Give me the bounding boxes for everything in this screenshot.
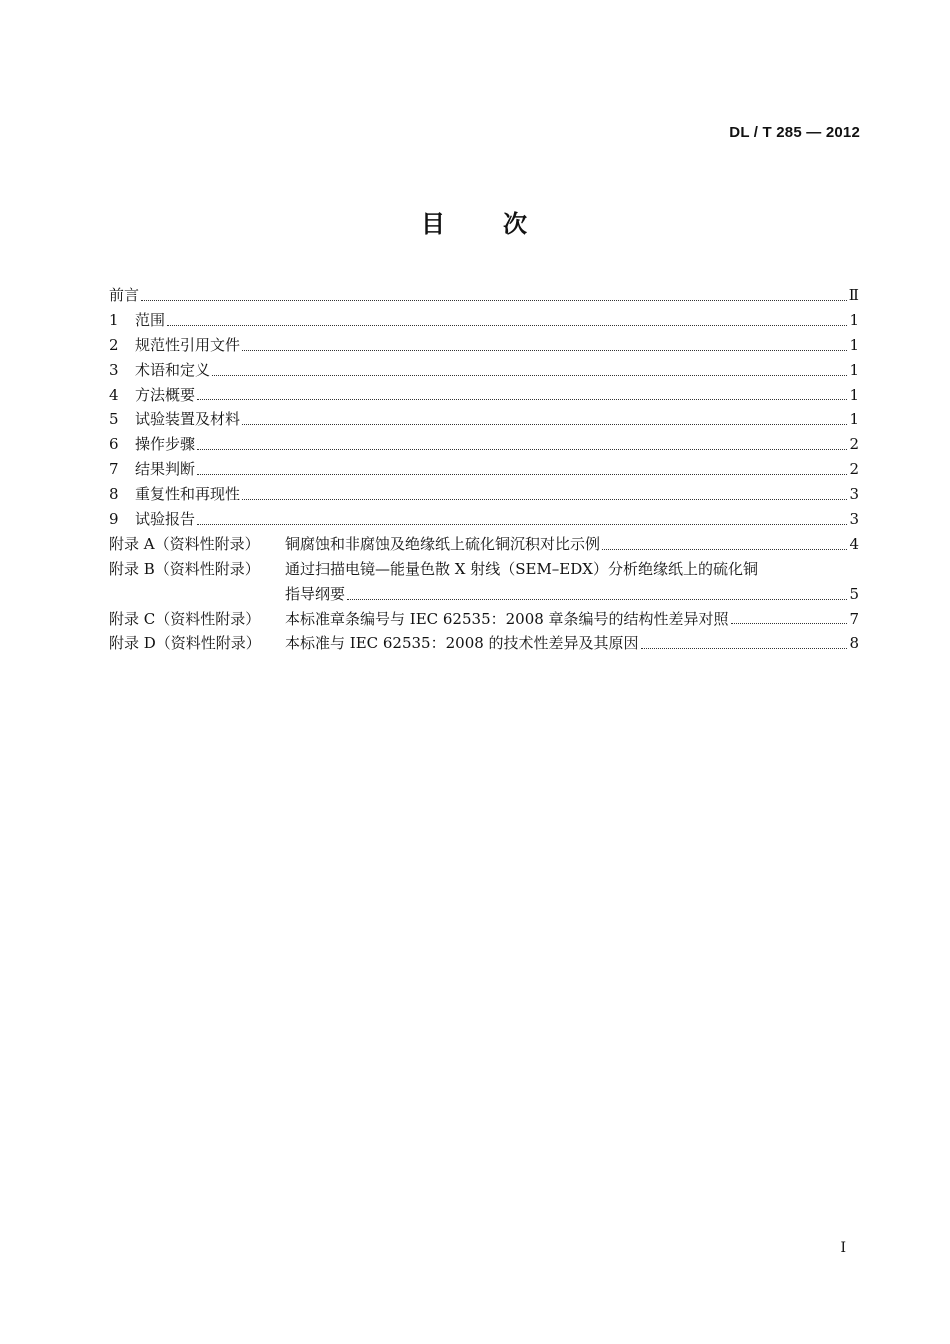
title-char: 目 — [421, 210, 447, 238]
dot-leader — [347, 598, 847, 600]
dot-leader — [242, 498, 847, 500]
page-number: I — [840, 1240, 846, 1256]
dot-leader — [731, 622, 848, 624]
annex-label: 附录 B（资料性附录） — [109, 559, 260, 578]
table-of-contents — [109, 283, 859, 656]
toc-entry-text: 本标准章条编号与 IEC 62535：2008 章条编号的结构性差异对照 — [285, 609, 729, 628]
toc-entry-text: 方法概要 — [135, 385, 196, 404]
annex-label: 附录 C（资料性附录） — [109, 609, 261, 628]
toc-entry-number: 4 — [109, 385, 119, 404]
toc-entry-number: 1 — [109, 310, 119, 329]
toc-entry-annex-c[interactable] — [109, 607, 859, 632]
dot-leader — [197, 448, 847, 450]
toc-entry-number: 3 — [109, 360, 119, 379]
dot-leader — [602, 548, 847, 550]
toc-page-number: 7 — [849, 609, 859, 628]
toc-entry-text: 前言 — [109, 285, 140, 304]
toc-entry-text: 铜腐蚀和非腐蚀及绝缘纸上硫化铜沉积对比示例 — [285, 534, 601, 553]
dot-leader — [197, 398, 847, 400]
toc-entry-number: 8 — [109, 485, 119, 504]
toc-entry-9[interactable] — [109, 507, 859, 532]
toc-entry-text: 指导纲要 — [285, 584, 346, 603]
toc-page-number: 3 — [849, 485, 859, 504]
toc-entry-text: 试验报告 — [135, 510, 196, 528]
toc-entry-text: 试验装置及材料 — [135, 410, 241, 429]
toc-entry-7[interactable] — [109, 457, 859, 482]
toc-entry-text: 术语和定义 — [135, 360, 211, 379]
toc-entry-text: 重复性和再现性 — [135, 485, 241, 504]
toc-page-number: 3 — [849, 510, 859, 528]
dot-leader — [167, 324, 847, 326]
toc-page-number: 8 — [849, 634, 859, 653]
dot-leader — [641, 647, 848, 649]
toc-entry-text: 规范性引用文件 — [135, 335, 241, 354]
toc-page-number: 1 — [849, 410, 859, 429]
toc-page-number: 1 — [849, 335, 859, 354]
standard-code: DL / T 285 — 2012 — [729, 124, 860, 141]
toc-page-number: 1 — [849, 385, 859, 404]
toc-entry-5[interactable] — [109, 407, 859, 432]
dot-leader — [242, 349, 847, 351]
toc-page-number: 2 — [849, 435, 859, 454]
toc-page-number: 2 — [849, 460, 859, 479]
toc-entry-annex-b-continued[interactable] — [109, 582, 859, 607]
dot-leader — [141, 299, 847, 301]
toc-entry-number: 9 — [109, 510, 119, 528]
annex-label: 附录 D（资料性附录） — [109, 634, 261, 653]
dot-leader — [212, 374, 847, 376]
toc-entry-4[interactable] — [109, 383, 859, 408]
toc-page-number: 1 — [849, 310, 859, 329]
toc-entry-8[interactable] — [109, 482, 859, 507]
toc-page-number: 4 — [849, 534, 859, 553]
dot-leader — [242, 423, 847, 425]
toc-entry-preface[interactable] — [109, 283, 859, 308]
toc-entry-text: 本标准与 IEC 62535：2008 的技术性差异及其原因 — [285, 634, 639, 653]
toc-page-number: Ⅱ — [848, 285, 859, 304]
title-char: 次 — [503, 210, 529, 238]
toc-page-number: 5 — [849, 584, 859, 603]
toc-entry-number: 6 — [109, 435, 119, 454]
toc-page-number: 1 — [849, 360, 859, 379]
toc-entry-text: 结果判断 — [135, 460, 196, 479]
toc-entry-number: 2 — [109, 335, 119, 354]
toc-entry-annex-a[interactable] — [109, 532, 859, 557]
toc-entry-annex-d[interactable] — [109, 631, 859, 656]
toc-entry-number: 7 — [109, 460, 119, 479]
toc-entry-annex-b[interactable] — [109, 557, 859, 582]
toc-entry-text: 操作步骤 — [135, 435, 196, 454]
toc-entry-3[interactable] — [109, 358, 859, 383]
toc-entry-text: 通过扫描电镜—能量色散 X 射线（SEM–EDX）分析绝缘纸上的硫化铜 — [285, 559, 758, 578]
toc-entry-text: 范围 — [135, 310, 166, 329]
page-title — [0, 204, 950, 239]
toc-entry-1[interactable] — [109, 308, 859, 333]
dot-leader — [197, 523, 847, 525]
dot-leader — [197, 473, 847, 475]
toc-entry-6[interactable] — [109, 432, 859, 457]
toc-entry-2[interactable] — [109, 333, 859, 358]
toc-entry-number: 5 — [109, 410, 119, 429]
annex-label: 附录 A（资料性附录） — [109, 534, 260, 553]
